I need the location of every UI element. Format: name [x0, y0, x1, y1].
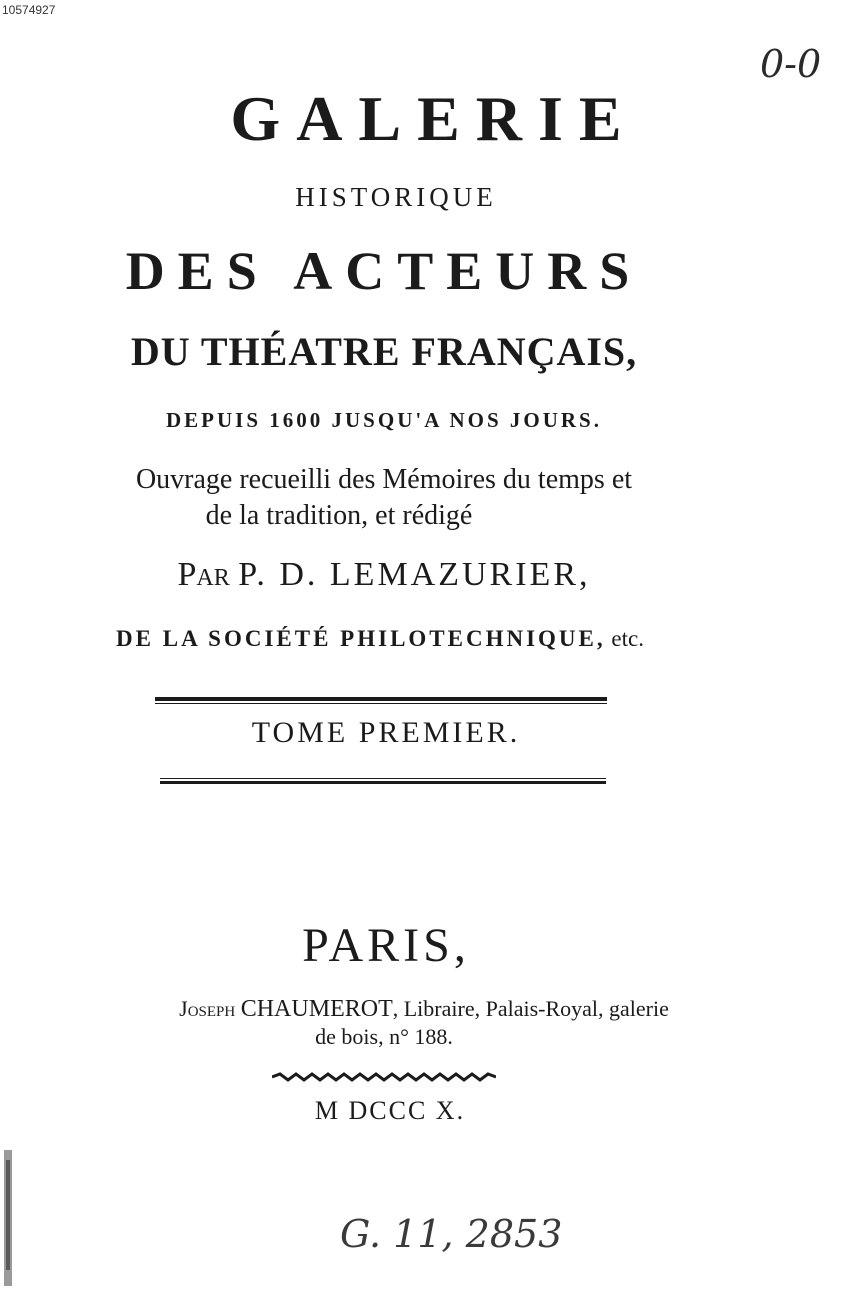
volume-label: TOME PREMIER.	[251, 716, 521, 749]
affiliation-line	[0, 626, 804, 652]
imprint-address-line-2: de bois, n° 188.	[315, 1024, 453, 1049]
page-edge-shadow	[0, 1150, 20, 1286]
publisher-address-1: , Libraire, Palais-Royal, galerie	[392, 996, 669, 1021]
lower-divider-thick	[160, 781, 606, 784]
ornamental-rule	[272, 1072, 496, 1082]
title-line-theatre: DU THÉATRE FRANÇAIS,	[130, 329, 638, 374]
upper-divider-thin	[155, 703, 607, 704]
title-line-depuis: DEPUIS 1600 JUSQU'A NOS JOURS.	[166, 408, 602, 432]
library-shelfmark: G. 11, 2853	[340, 1212, 563, 1256]
title-main: GALERIE	[230, 83, 638, 154]
scan-id-label: 10574927	[2, 3, 56, 17]
affiliation-text: DE LA SOCIÉTÉ PHILOTECHNIQUE,	[116, 626, 606, 651]
author-name: P. D. LEMAZURIER,	[238, 556, 591, 593]
author-line	[0, 556, 808, 594]
author-prefix: Par	[177, 556, 230, 593]
lower-divider-thin	[160, 778, 606, 779]
publisher-last-name: CHAUMEROT	[240, 996, 393, 1022]
imprint-publisher-line	[0, 996, 848, 1023]
description-line-1: Ouvrage recueilli des Mémoires du temps et	[135, 464, 633, 495]
margin-handwritten-note: 0-0	[760, 42, 822, 86]
title-line-historique: HISTORIQUE	[295, 182, 497, 212]
upper-divider-thick	[155, 697, 607, 701]
description-line-2: de la tradition, et rédigé	[205, 500, 473, 531]
imprint-year: M DCCC X.	[314, 1096, 466, 1125]
publisher-first-name: Joseph	[179, 996, 236, 1021]
imprint-city: PARIS,	[302, 919, 470, 972]
title-line-acteurs: DES ACTEURS	[125, 241, 643, 301]
affiliation-suffix: etc.	[605, 626, 644, 651]
